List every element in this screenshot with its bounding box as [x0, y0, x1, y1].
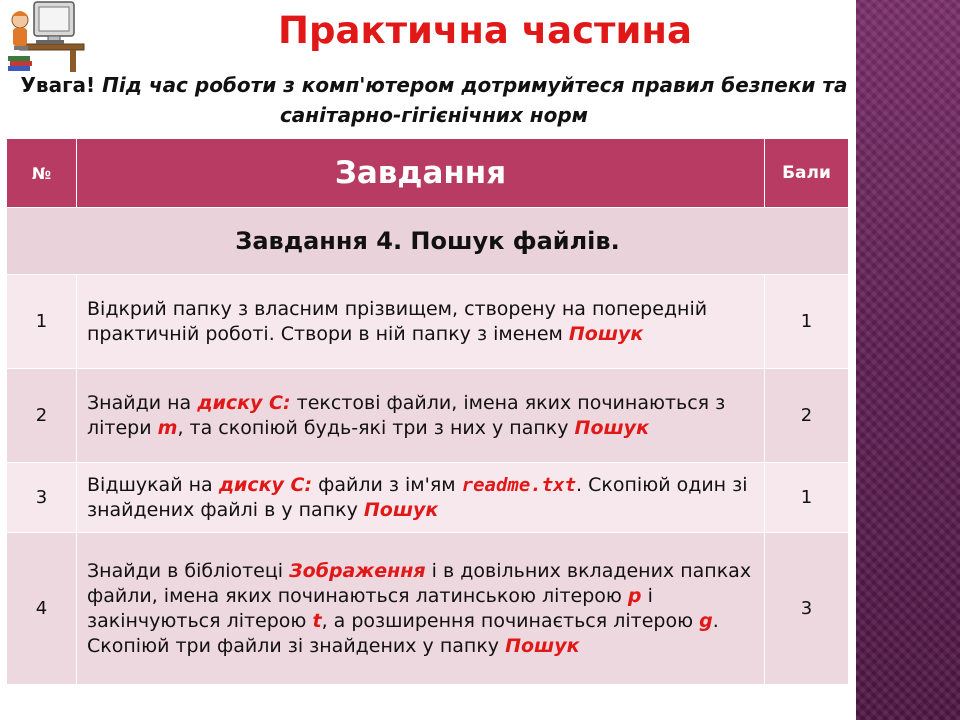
computer-student-icon [6, 0, 86, 74]
highlighted-term: readme.txt [461, 473, 577, 496]
task-description [77, 275, 765, 369]
task-text: і закінчуються літерою [87, 584, 653, 632]
task-text: текстові файли, імена яких починаються з літери [87, 391, 726, 439]
highlighted-term: Пошук [574, 416, 649, 439]
task-text: , та скопіюй будь-які три з них у папку [177, 416, 575, 439]
table-row [7, 369, 849, 463]
highlighted-term: m [157, 416, 178, 439]
task-text: Знайди на [87, 391, 198, 414]
table-row [7, 275, 849, 369]
highlighted-term: g [699, 609, 713, 632]
task-text: . Скопіюй три файли зі знайдених у папку [87, 609, 719, 657]
highlighted-term: диску С: [218, 473, 313, 496]
header-score: Бали [765, 139, 849, 208]
highlighted-term: t [312, 609, 322, 632]
task-description [77, 533, 765, 685]
task-text: Відкрий папку з власним прізвищем, створену на попередній практичній роботі. Створи в ній папку з іменем [87, 297, 708, 345]
task-number: 3 [7, 463, 77, 533]
task-description [77, 463, 765, 533]
page-title: Практична частина [278, 9, 692, 52]
tasks-table [6, 138, 849, 685]
table-row [7, 533, 849, 685]
task-text: Знайди в бібліотеці [87, 559, 290, 582]
safety-warning [14, 70, 854, 130]
task-text: Відшукай на [87, 473, 219, 496]
highlighted-term: Пошук [568, 322, 644, 345]
header-task: Завдання [77, 139, 765, 208]
section-title: Завдання 4. Пошук файлів. [7, 208, 849, 275]
task-score: 1 [765, 275, 849, 369]
task-text: файли з ім'ям [312, 473, 462, 496]
task-description [77, 369, 765, 463]
warning-label: Увага! [20, 73, 96, 97]
task-score: 2 [765, 369, 849, 463]
task-number: 1 [7, 275, 77, 369]
highlighted-term: диску С: [197, 391, 291, 414]
task-text: , а розширення починається літерою [321, 609, 700, 632]
header-number: № [7, 139, 77, 208]
decorative-side-strip [856, 0, 960, 720]
table-header-row [7, 139, 849, 208]
task-text: . Скопіюй один зі знайдених файлі в у папку [87, 473, 748, 521]
highlighted-term: Пошук [505, 634, 580, 657]
section-row [7, 208, 849, 275]
task-score: 1 [765, 463, 849, 533]
highlighted-term: Зображення [289, 559, 426, 582]
warning-text: Під час роботи з комп'ютером дотримуйтеся правил безпеки та санітарно-гігієнічних норм [102, 73, 848, 127]
highlighted-term: p [627, 584, 642, 607]
table-row [7, 463, 849, 533]
highlighted-term: Пошук [363, 498, 439, 521]
task-text: і в довільних вкладених папках файли, імена яких починаються латинською літерою [87, 559, 752, 607]
task-score: 3 [765, 533, 849, 685]
task-number: 2 [7, 369, 77, 463]
task-number: 4 [7, 533, 77, 685]
